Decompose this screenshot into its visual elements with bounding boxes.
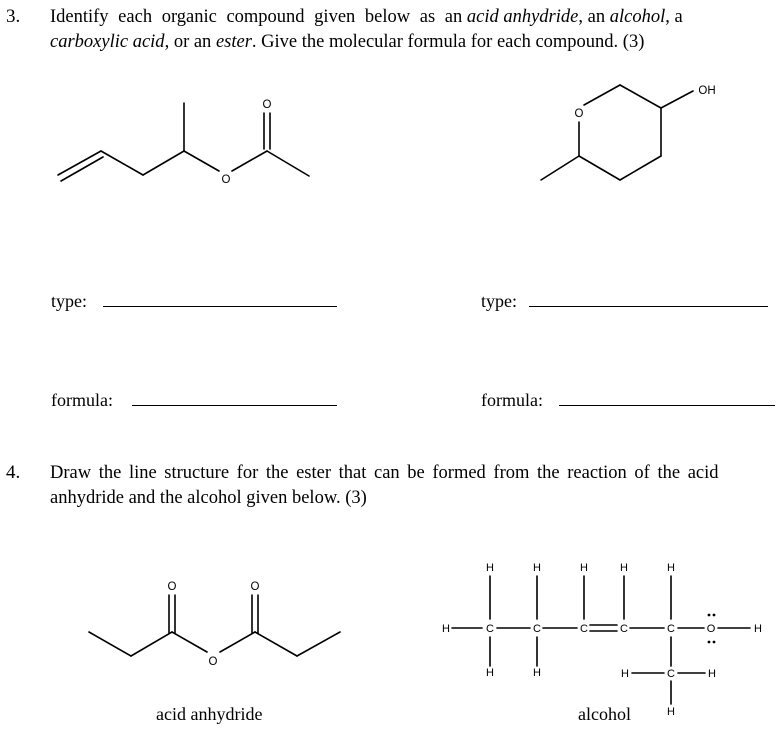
alcohol-atom-h: H bbox=[708, 668, 716, 680]
compound-2-type-label: type: bbox=[481, 291, 517, 311]
alcohol-bonds bbox=[452, 576, 750, 704]
q3-term-carboxylic-acid: carboxylic acid bbox=[50, 32, 165, 52]
alcohol-atom-c: C bbox=[533, 623, 541, 635]
alcohol-atom-h: H bbox=[486, 562, 494, 574]
acid-anhydride-caption: acid anhydride bbox=[156, 704, 263, 724]
compound-1-ether-oxygen: O bbox=[221, 174, 231, 186]
alcohol-atom-h: H bbox=[533, 667, 541, 679]
alcohol-atom-c: C bbox=[667, 668, 675, 680]
compound-2-hydroxyl: OH bbox=[698, 85, 716, 97]
question-4-number: 4. bbox=[6, 462, 21, 483]
anhydride-right-carbonyl-oxygen: O bbox=[250, 581, 260, 593]
alcohol-atom-h: H bbox=[442, 623, 450, 635]
compound-2-ring-oxygen: O bbox=[574, 108, 584, 120]
q3-line1-part-e: , a bbox=[665, 7, 683, 27]
question-4-text-line-2: anhydride and the alcohol given below. (3) bbox=[50, 488, 367, 508]
alcohol-atom-c: C bbox=[580, 623, 588, 635]
compound-1-formula-label: formula: bbox=[51, 390, 113, 410]
compound-1-carbonyl-oxygen: O bbox=[262, 99, 272, 111]
q3-term-alcohol: alcohol bbox=[609, 7, 666, 27]
anhydride-bridging-oxygen: O bbox=[208, 656, 218, 668]
q3-term-acid-anhydride: acid anhydride bbox=[466, 7, 579, 27]
q3-line1-part-a: Identify each organic compound given below as an bbox=[50, 7, 463, 27]
alcohol-atom-h: H bbox=[667, 706, 675, 718]
alcohol-atom-h: H bbox=[754, 623, 762, 635]
alcohol-atom-h: H bbox=[620, 562, 628, 574]
alcohol-atom-h: H bbox=[486, 667, 494, 679]
q3-line1-part-c: , an bbox=[578, 7, 606, 27]
q3-line2-part-b: , or an bbox=[164, 32, 212, 52]
alcohol-atom-o: O bbox=[706, 623, 716, 635]
alcohol-atom-h: H bbox=[533, 562, 541, 574]
alcohol-atom-c: C bbox=[486, 623, 494, 635]
anhydride-left-carbonyl-oxygen: O bbox=[167, 581, 177, 593]
alcohol-atom-h: H bbox=[580, 562, 588, 574]
question-4-text-line-1: Draw the line structure for the ester that can be formed from the reaction of the acid bbox=[50, 463, 719, 483]
question-3-number: 3. bbox=[6, 6, 21, 27]
q3-term-ester: ester bbox=[215, 32, 252, 52]
q3-line2-part-d: . Give the molecular formula for each compound. (3) bbox=[251, 32, 645, 52]
alcohol-atom-h: H bbox=[667, 562, 675, 574]
alcohol-caption: alcohol bbox=[578, 704, 631, 724]
alcohol-atom-h: H bbox=[621, 668, 629, 680]
alcohol-atom-c: C bbox=[620, 623, 628, 635]
compound-2-formula-label: formula: bbox=[481, 390, 543, 410]
alcohol-atom-c: C bbox=[667, 623, 675, 635]
compound-1-type-label: type: bbox=[51, 291, 87, 311]
